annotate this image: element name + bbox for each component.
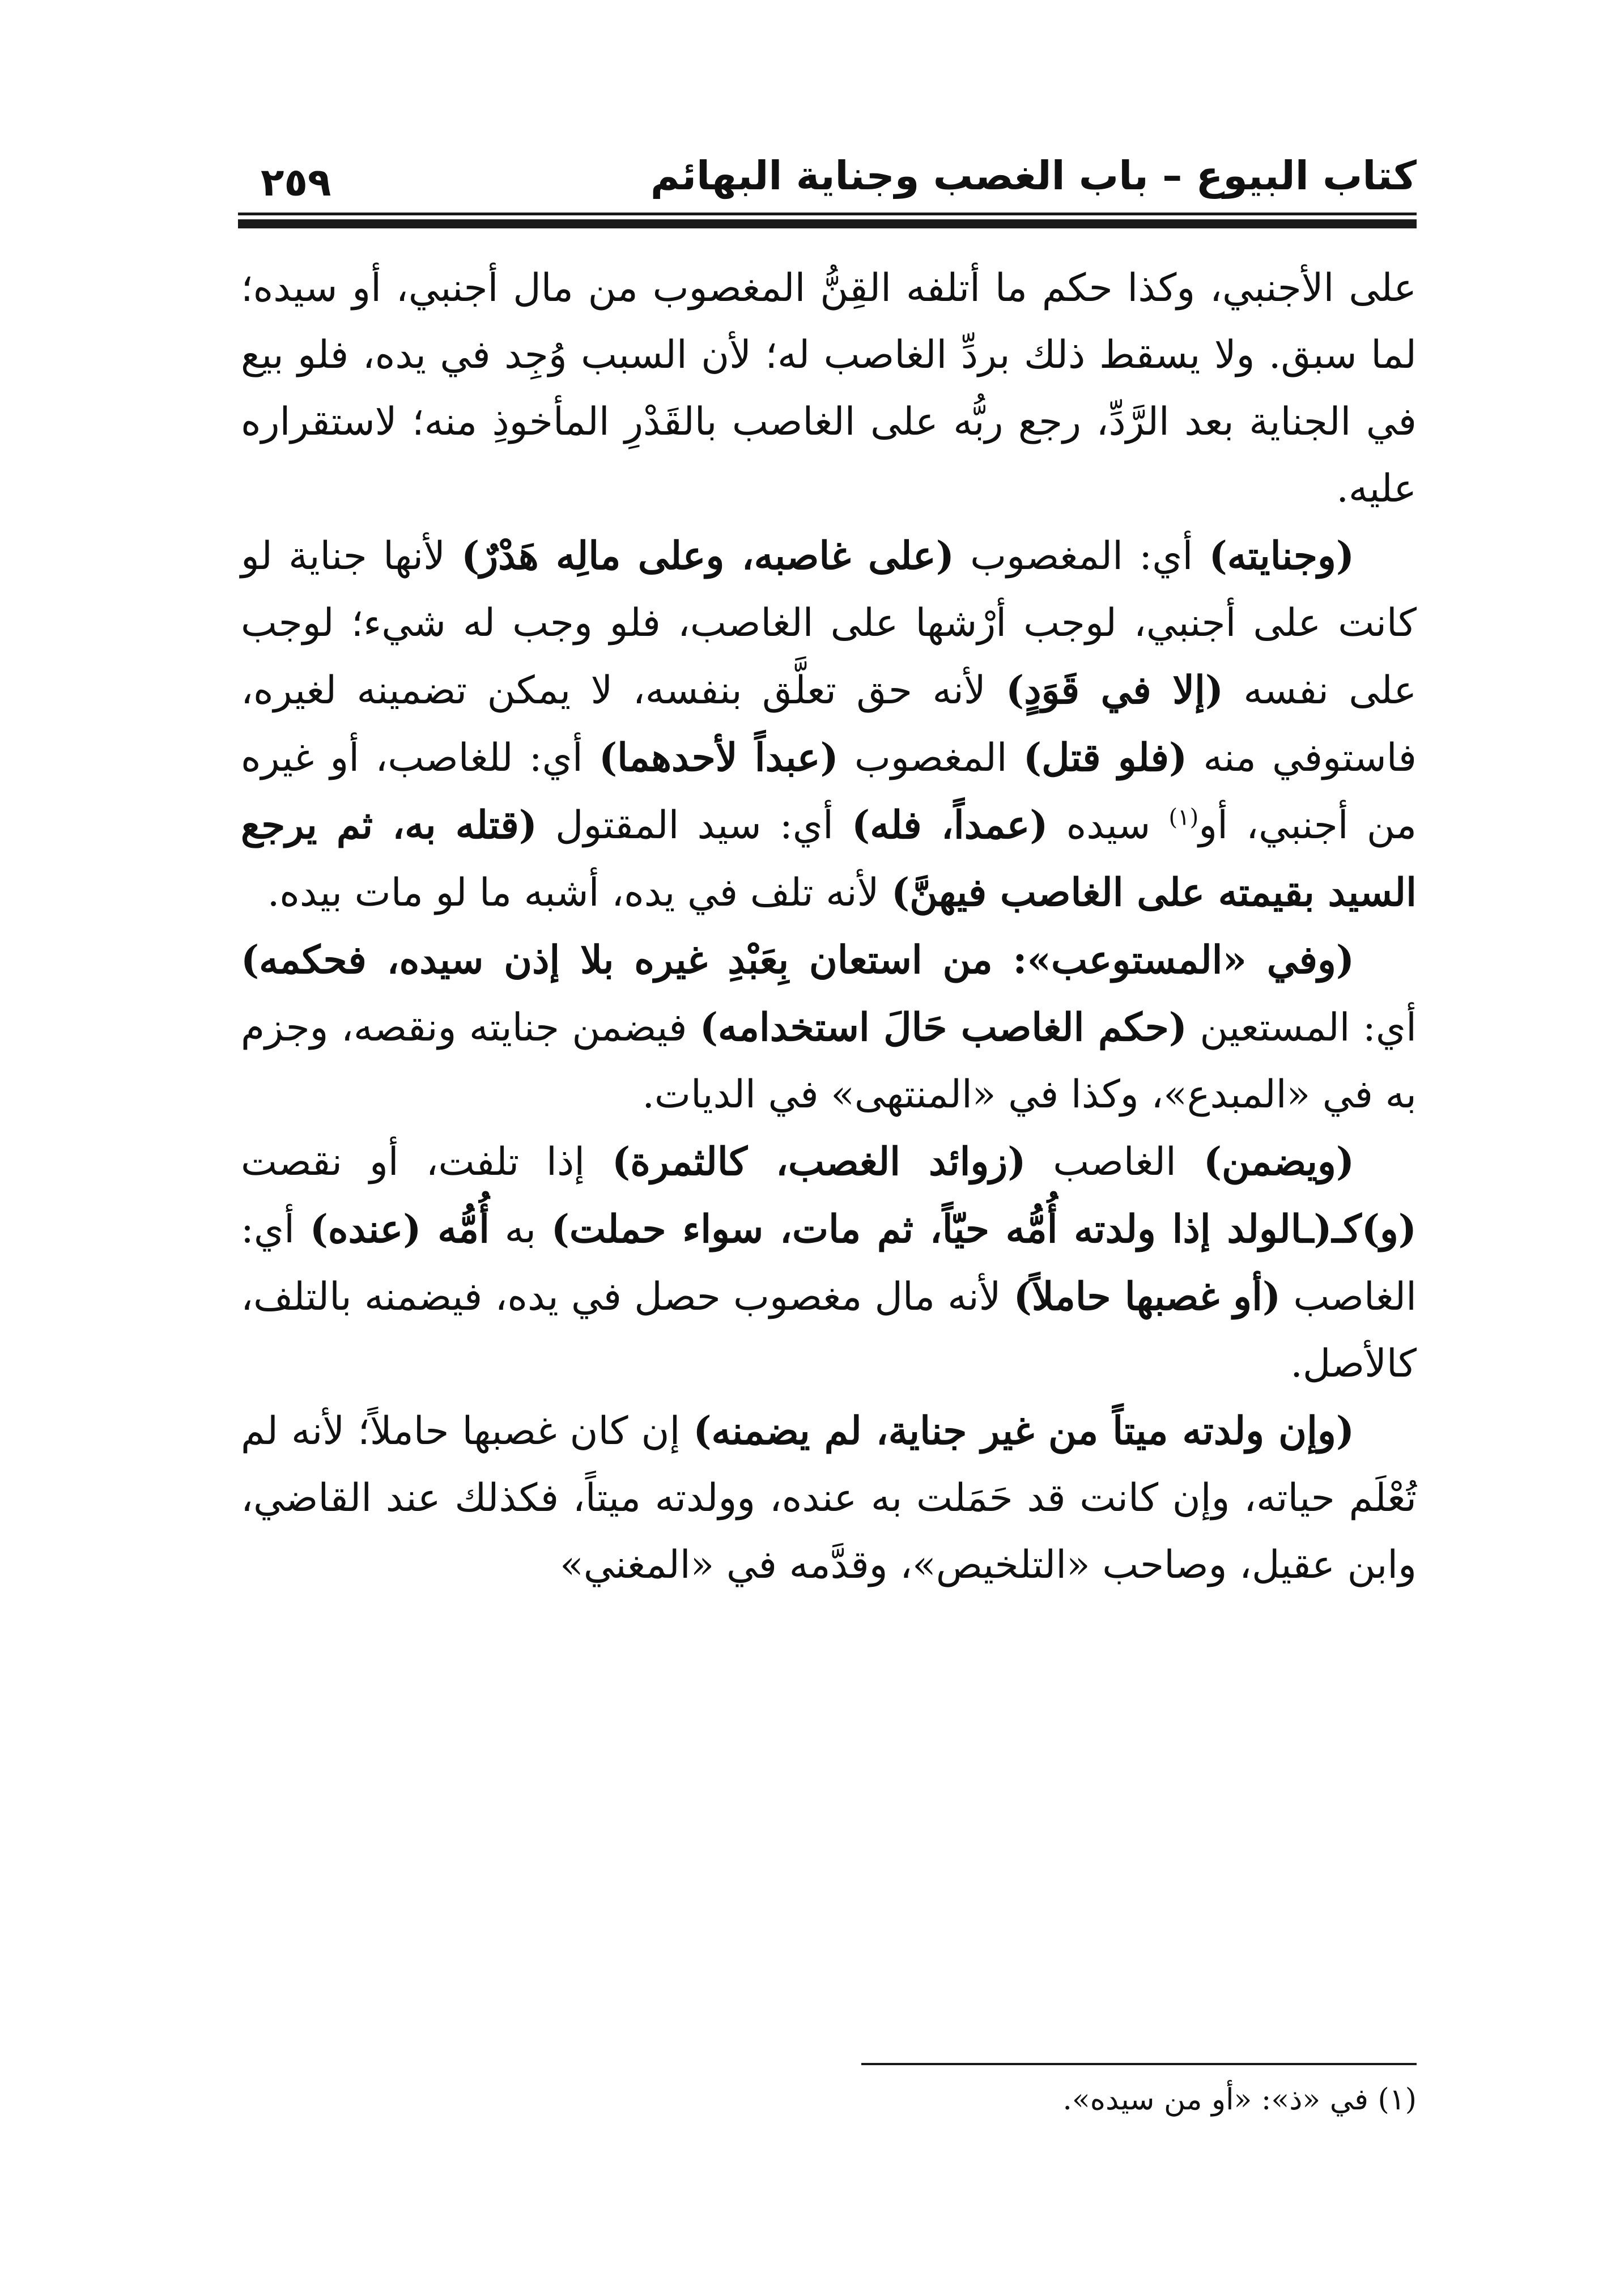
footnote-separator xyxy=(861,2063,1417,2065)
sharh-text: أي: للغاصب، أو غيره من أجنبي، أو xyxy=(241,736,1417,848)
matn-phrase: (أو غصبها حاملاً) xyxy=(1013,1274,1281,1319)
running-title: كتاب البيوع – باب الغصب وجناية البهائم xyxy=(650,152,1417,199)
matn-phrase: (قتله به، ثم يرجع السيد بقيمته على الغاصب فيهنَّ) xyxy=(241,802,1417,915)
paragraph-4 xyxy=(241,1128,1417,1398)
paragraph-1: على الأجنبي، وكذا حكم ما أتلفه القِنُّ المغصوب من مال أجنبي، أو سيده؛ لما سبق. ولا يسقط ذلك بردِّ الغاصب له؛ لأن السبب وُجِد في يده، فلو بيع في الجناية بعد الرَّدِّ، رجع ربُّه على الغاصب بالقَدْرِ المأخوذِ منه؛ لاستقراره عليه. xyxy=(241,266,1417,511)
paragraph-2 xyxy=(241,523,1417,927)
matn-phrase: أُمُّه (عنده) xyxy=(309,1207,490,1252)
matn-phrase: (عبداً لأحدهما) xyxy=(598,735,839,780)
matn-phrase: (وإن ولدته ميتاً من غير جناية، لم يضمنه) xyxy=(693,1408,1354,1454)
footnote-reference: (١) xyxy=(1168,804,1199,831)
paragraph-3 xyxy=(241,927,1417,1128)
matn-phrase: (إلا في قَوَدٍ) xyxy=(1006,668,1224,713)
matn-phrase: (زوائد الغصب، كالثمرة) xyxy=(612,1139,1026,1184)
main-text xyxy=(241,255,1417,1599)
sharh-text: سيده xyxy=(1048,803,1169,848)
sharh-text: الغاصب xyxy=(1026,1140,1204,1184)
sharh-text: المغصوب xyxy=(838,736,1023,780)
sharh-text: إن كان غصبها حاملاً؛ لأنه لم تُعْلَم حياته، وإن كانت قد حَمَلت به عنده، وولدته ميتاً، فكذلك عند القاضي، وابن عقيل، وصاحب «التلخيص»، وقدَّمه في «المغني» xyxy=(241,1409,1417,1587)
matn-phrase: (حكم الغاصب حَالَ استخدامه) xyxy=(699,1005,1187,1050)
page-number: ٢٥٩ xyxy=(261,160,331,205)
sharh-text: أي: سيد المقتول xyxy=(537,803,852,848)
sharh-text: لأنه تلف في يده، أشبه ما لو مات بيده. xyxy=(267,871,891,915)
header-rule-thin xyxy=(238,213,1417,215)
matn-phrase: (وجنايته) xyxy=(1209,533,1354,579)
matn-phrase: (ويضمن) xyxy=(1203,1139,1354,1184)
paragraph-5 xyxy=(241,1398,1417,1599)
sharh-text: إذا تلفت، أو نقصت xyxy=(241,1140,613,1184)
sharh-text: لأنها جناية لو كانت على أجنبي، لوجب أرْشها على الغاصب، فلو وجب له شيء؛ لوجب على نفسه xyxy=(241,534,1417,713)
matn-phrase: (فلو قتل) xyxy=(1023,735,1188,780)
sharh-text: لأنه مال مغصوب حصل في يده، فيضمنه بالتلف، كالأصل. xyxy=(241,1275,1417,1386)
sharh-text: به xyxy=(490,1207,551,1252)
sharh-text: لأنه حق تعلَّق بنفسه، لا يمكن تضمينه لغيره، فاستوفي منه xyxy=(241,668,1417,780)
footnote-1: (١) في «ذ»: «أو من سيده». xyxy=(1062,2083,1417,2117)
sharh-text: أي: المستعين xyxy=(1187,1005,1417,1050)
page-header xyxy=(238,145,1417,230)
sharh-text: فيضمن جنايته ونقصه، وجزم به في «المبدع»، وكذا في «المنتهى» في الديات. xyxy=(241,1005,1417,1117)
matn-phrase: (على غاصبه، وعلى مالِه هَدْرٌ) xyxy=(461,533,954,579)
matn-phrase: (عمداً، فله) xyxy=(852,802,1048,848)
header-rule-thick xyxy=(238,219,1417,228)
matn-phrase: (و)كـ(ـالولد إذا ولدته أُمُّه حيّاً، ثم مات، سواء حملت) xyxy=(551,1207,1417,1252)
sharh-text: أي: الغاصب xyxy=(241,1207,1417,1319)
sharh-text: أي: المغصوب xyxy=(954,534,1209,579)
matn-phrase: (وفي «المستوعب»: من استعان بِعَبْدِ غيره بلا إذن سيده، فحكمه) xyxy=(241,937,1354,983)
